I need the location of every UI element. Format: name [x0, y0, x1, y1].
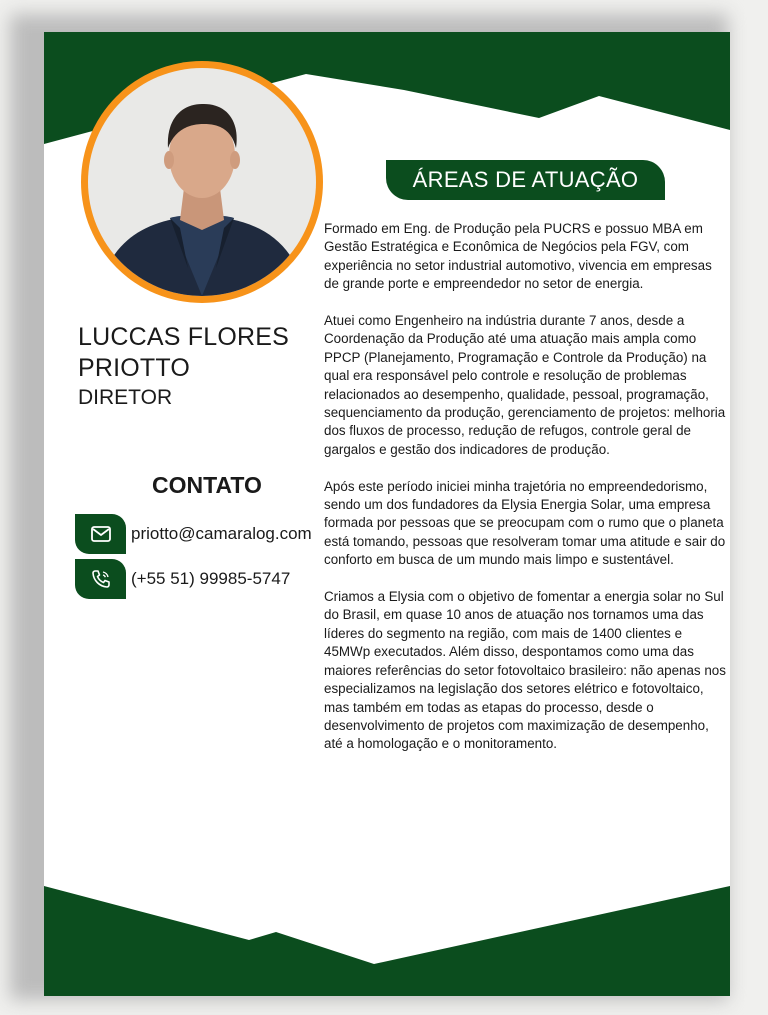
contact-title: CONTATO [152, 472, 262, 498]
person-role: DIRETOR [78, 386, 173, 409]
profile-photo-frame [81, 61, 323, 303]
email-link[interactable]: priotto@camaralog.com [131, 524, 312, 543]
bio-paragraph-2: Atuei como Engenheiro na indústria durante 7 anos, desde a Coordenação da Produção até uma atuação mais ampla como PPCP (Planejamento, Programação e Controle da Produção) na qual era responsável pelo controle e resolução de problemas relacionados ao desempenho, qualidade, pessoal, programação, sequenciamento da produção, gerenciamento de projetos: melhoria dos fluxos de processo, redução de refugos, controle geral de gargalos e gestão dos indicadores de produção. [324, 313, 726, 457]
phone-link[interactable]: (+55 51) 99985-5747 [131, 569, 291, 588]
bio-paragraph-3: Após este período iniciei minha trajetória no empreendedorismo, sendo um dos fundadores da Elysia Energia Solar, uma empresa formada por pessoas que se preocupam com o rumo que o planeta está tomando, pessoas que resolveram tomar uma atitude e sair do conforto em busca de um mundo mais limpo e sustentável. [324, 478, 726, 568]
bio-paragraph-4: Criamos a Elysia com o objetivo de fomentar a energia solar no Sul do Brasil, em quase 10 anos de atuação nos tornamos uma das líderes do segmento na região, com mais de 1400 clientes e 45MWp executados. Além disso, despontamos como uma das maiores referências do setor fotovoltaico brasileiro: não apenas nos especializamos na legislação dos setores elétrico e fotovoltaico, mas também em todas as etapas do processo, desde o desenvolvimento de projetos com maximização de desempenho, até a homologação e o monitoramento. [324, 589, 726, 752]
person-name [78, 322, 289, 384]
envelope-icon [75, 514, 126, 554]
profile-photo [88, 68, 316, 296]
phone-icon [75, 559, 126, 599]
bottom-green-banner [44, 866, 730, 996]
section-title: ÁREAS DE ATUAÇÃO [386, 160, 665, 200]
contact-email-row [75, 514, 312, 554]
person-name-line2: PRIOTTO [78, 354, 191, 382]
bio-paragraph-1: Formado em Eng. de Produção pela PUCRS e possuo MBA em Gestão Estratégica e Econômica de Negócios pela FGV, com experiência no setor industrial automotivo, vivencia em empresas de grande porte e empreendedor no setor de energia. [324, 221, 712, 292]
person-name-line1: LUCCAS FLORES [78, 323, 289, 351]
contact-phone-row [75, 559, 290, 599]
bio-text [324, 220, 729, 772]
